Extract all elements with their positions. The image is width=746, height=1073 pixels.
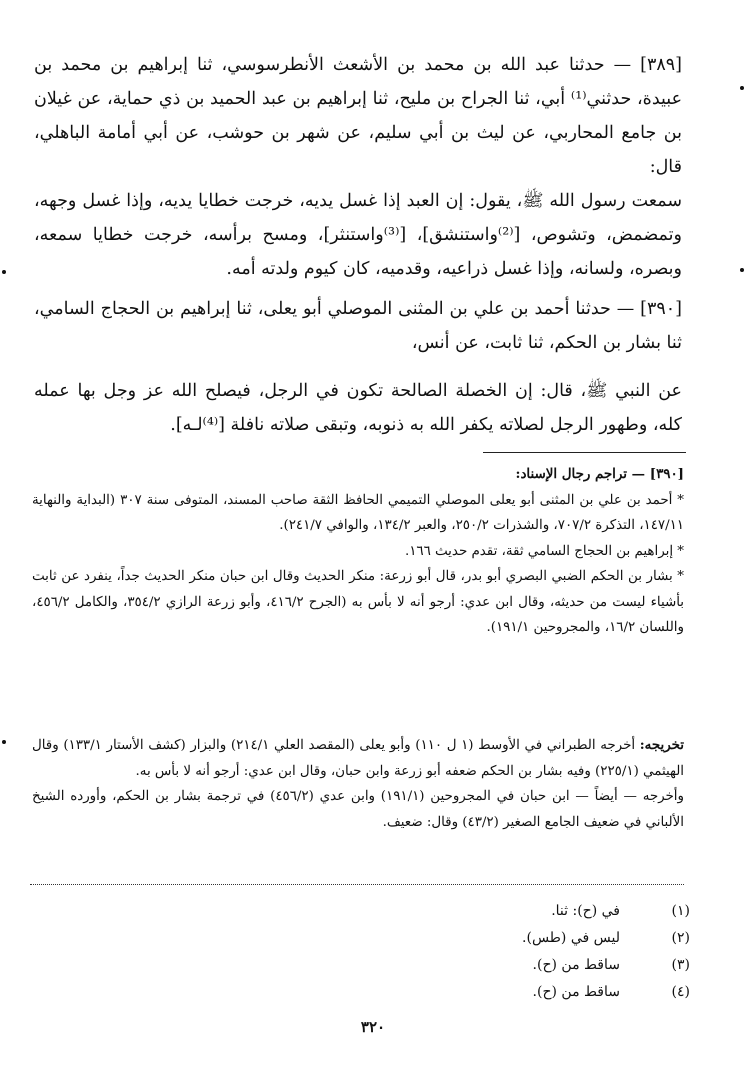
footnote-number: (٤)	[671, 984, 690, 1000]
narrator-entry: * أحمد بن علي بن المثنى أبو يعلى الموصلي التميمي الحافظ الثقة صاحب المسند، المتوفى سنة ٣٠٧ (البداية والنهاية ١٤٧/١١، التذكرة ٧٠٧/٢، والشذرات ٢٥٠/٢، والعبر ١٣٤/٢، والوافي ٢٤١/٧).	[32, 492, 685, 533]
footnote-number: (٢)	[671, 930, 690, 946]
margin-mark	[740, 86, 744, 90]
footnote-item	[522, 952, 690, 979]
hadith-390-text: عن النبي ﷺ، قال: إن الخصلة الصالحة تكون في الرجل، فيصلح الله عز وجل بها عمله كله، وطهور الرجل لصلاته يكفر الله به ذنوبه، وتبقى صلاته نافلة [⁽⁴⁾لـه].	[34, 381, 682, 435]
footnote-text: ساقط من (ح).	[532, 957, 620, 973]
hadith-389-isnad	[34, 48, 682, 184]
footnotes	[522, 898, 690, 1006]
takhrij-section	[32, 733, 684, 835]
margin-mark	[2, 740, 6, 744]
footnote-text: في (ح): ثنا.	[551, 903, 620, 919]
hadith-390-matn	[34, 374, 682, 442]
narrator-biographies	[32, 462, 684, 641]
hadith-389-heading: [٣٨٩] — حدثنا عبد الله بن محمد بن الأشعث الأنطرسوسي، ثنا إبراهيم بن محمد بن عبيدة، حدثني⁽¹⁾ أبي، ثنا الجراح بن مليح، ثنا إبراهيم بن عبد الحميد بن ذي حماية، عن غيلان بن جامع المحاربي، عن ليث بن أبي سليم، عن شهر بن حوشب، عن أبي أمامة الباهلي، قال:	[34, 55, 683, 177]
footnote-item	[522, 898, 690, 925]
narrator-entry: * إبراهيم بن الحجاج السامي ثقة، تقدم حديث ١٦٦.	[404, 543, 684, 559]
notes-divider	[483, 452, 686, 453]
takhrij-text-1: أخرجه الطبراني في الأوسط (١ ل ١١٠) وأبو يعلى (المقصد العلي ٢١٤/١) والبزار (كشف الأستار ١٣٣/١) وقال الهيثمي (٢٢٥/١) وفيه بشار بن الحكم ضعفه أبو زرعة وابن حبان، وقال ابن عدي: أرجو أنه لا بأس به.	[32, 738, 684, 779]
narrators-heading: [٣٩٠] — تراجم رجال الإسناد:	[515, 466, 684, 482]
page-number: ٣٢٠	[360, 1018, 386, 1036]
narrator-entry: * بشار بن الحكم الضبي البصري أبو بدر، قال أبو زرعة: منكر الحديث وقال ابن حبان منكر الحديث جداً، ينفرد عن ثابت بأشياء ليست من حديثه، وقال ابن عدي: أرجو أنه لا بأس به (الجرح ٤١٦/٢، وأبو زرعة الرازي ٣٥٤/٢، والكامل ٤٥٦/٢، واللسان ١٦/٢، والمجروحين ١٩١/١).	[32, 569, 685, 635]
footnote-text: ليس في (طس).	[522, 930, 620, 946]
footnote-number: (٣)	[671, 957, 690, 973]
hadith-390-heading: [٣٩٠] — حدثنا أحمد بن علي بن المثنى الموصلي أبو يعلى، ثنا إبراهيم بن الحجاج السامي، ثنا بشار بن الحكم، ثنا ثابت، عن أنس،	[34, 299, 682, 353]
footnote-item	[522, 979, 690, 1006]
footnote-number: (١)	[671, 903, 690, 919]
footnotes-divider	[30, 884, 684, 885]
hadith-389-matn	[34, 184, 682, 286]
margin-mark	[740, 268, 744, 272]
hadith-390-isnad	[34, 292, 682, 360]
footnote-text: ساقط من (ح).	[532, 984, 620, 1000]
takhrij-text-2: وأخرجه — أيضاً — ابن حبان في المجروحين (١٩١/١) وابن عدي (٤٥٦/٢) في ترجمة بشار بن الحكم، وأورده الشيخ الألباني في ضعيف الجامع الصغير (٤٣/٢) وقال: ضعيف.	[32, 789, 684, 830]
footnote-item	[522, 925, 690, 952]
margin-mark	[2, 270, 6, 274]
takhrij-paragraph-1	[32, 733, 684, 784]
hadith-389-text: سمعت رسول الله ﷺ، يقول: إن العبد إذا غسل يديه، خرجت خطايا يديه، وإذا غسل وجهه، وتمضمض، وتشوص، [⁽²⁾واستنشق]، [⁽³⁾واستنثر]، ومسح برأسه، خرجت خطايا سمعه، وبصره، ولسانه، وإذا غسل ذراعيه، وقدميه، كان كيوم ولدته أمه.	[34, 191, 682, 279]
takhrij-label: تخريجه:	[639, 737, 684, 753]
